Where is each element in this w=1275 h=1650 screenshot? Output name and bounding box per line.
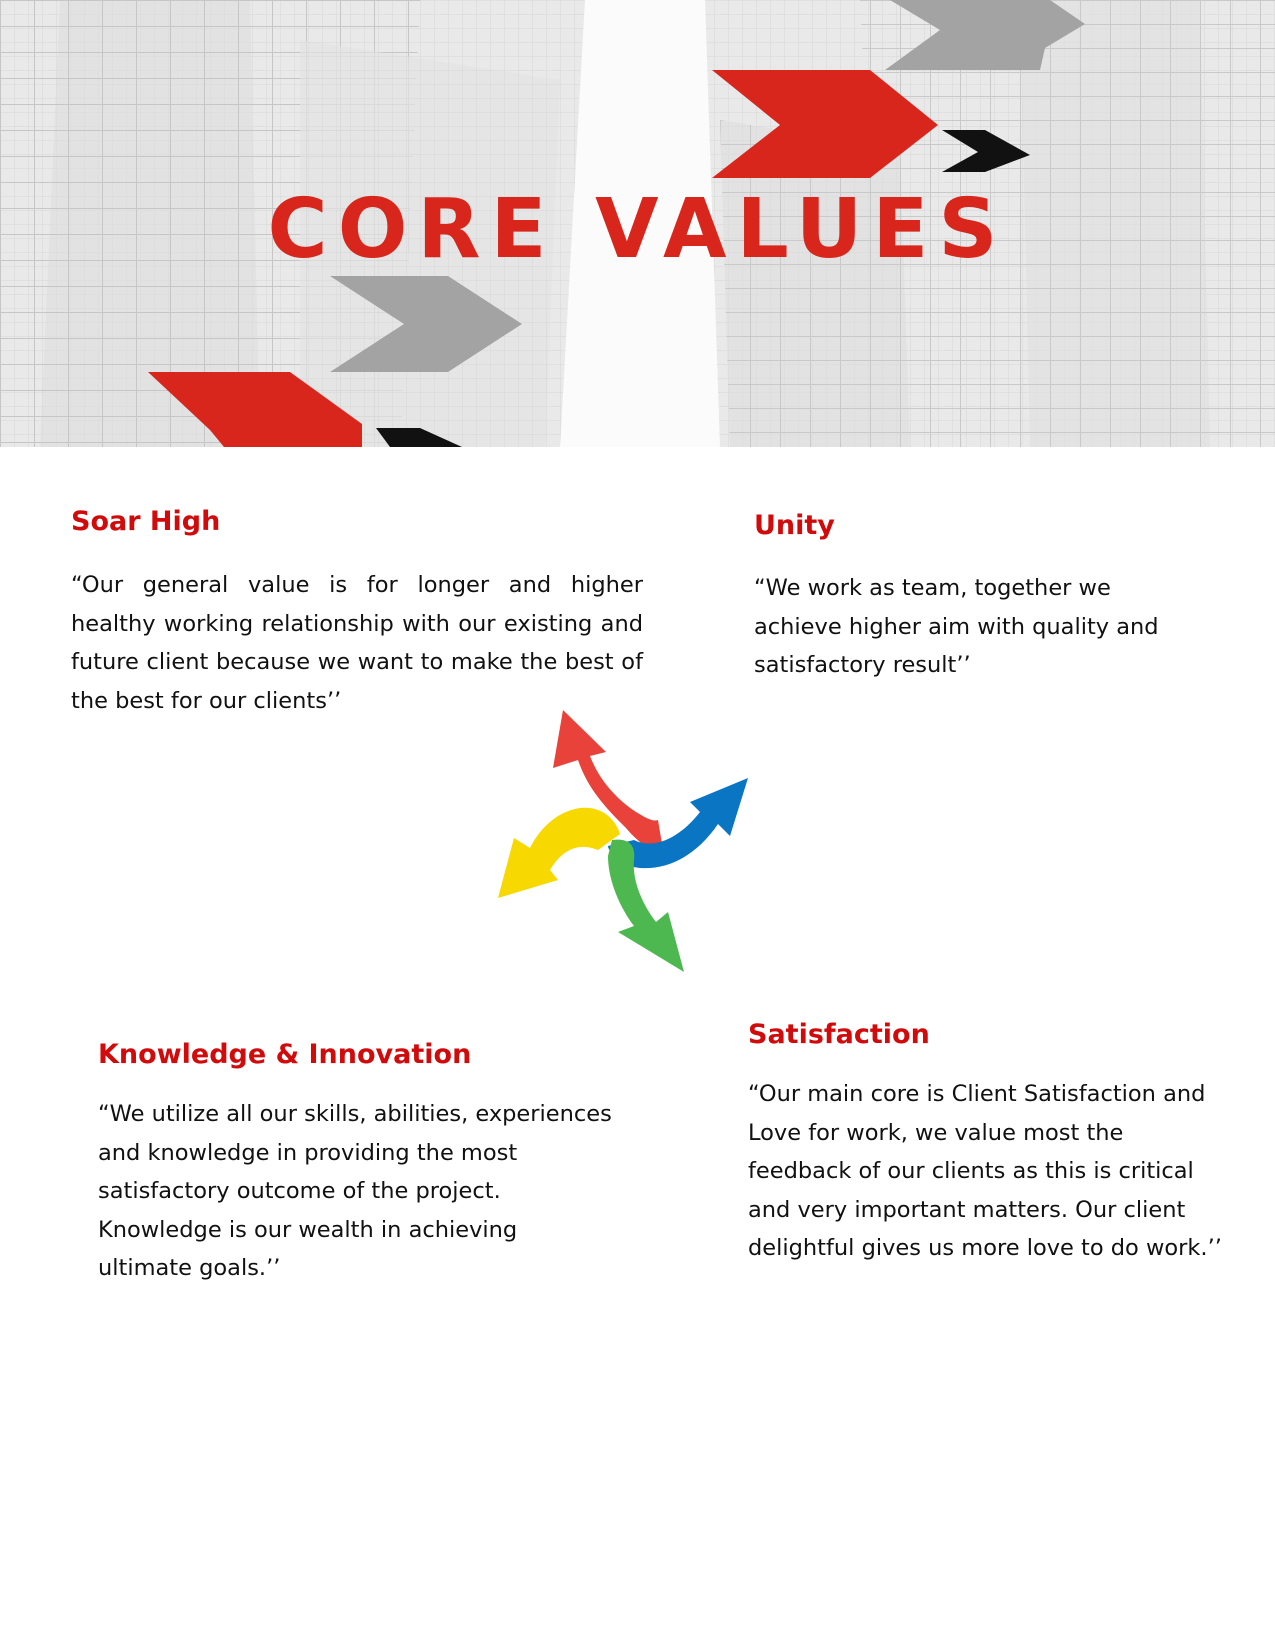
value-heading: Unity	[754, 510, 835, 541]
value-description: “We utilize all our skills, abilities, experiences and knowledge in providing the most satisfactory outcome of the project. Knowledge is our wealth in achieving ultimate goals.’’	[98, 1101, 612, 1281]
value-unity	[754, 509, 1174, 685]
value-heading: Satisfaction	[748, 1019, 930, 1050]
value-knowledge-innovation	[98, 1038, 618, 1288]
value-description: “Our general value is for longer and higher healthy working relationship with our existing and future client because we want to make the best of the best for our clients’’	[71, 572, 643, 714]
value-soar-high	[71, 505, 643, 720]
value-heading: Soar High	[71, 506, 221, 537]
four-arrows-swirl-icon	[458, 700, 778, 1000]
banner-title: CORE VALUES	[267, 182, 1008, 277]
value-description: “We work as team, together we achieve higher aim with quality and satisfactory result’’	[754, 575, 1159, 678]
value-heading: Knowledge & Innovation	[98, 1039, 472, 1070]
core-values-banner	[0, 0, 1275, 447]
value-description: “Our main core is Client Satisfaction and Love for work, we value most the feedback of our clients as this is critical and very important matters. Our client delightful gives us more love to do work.’’	[748, 1081, 1222, 1261]
yellow-arrow-icon	[498, 808, 620, 898]
value-satisfaction	[748, 1018, 1228, 1268]
